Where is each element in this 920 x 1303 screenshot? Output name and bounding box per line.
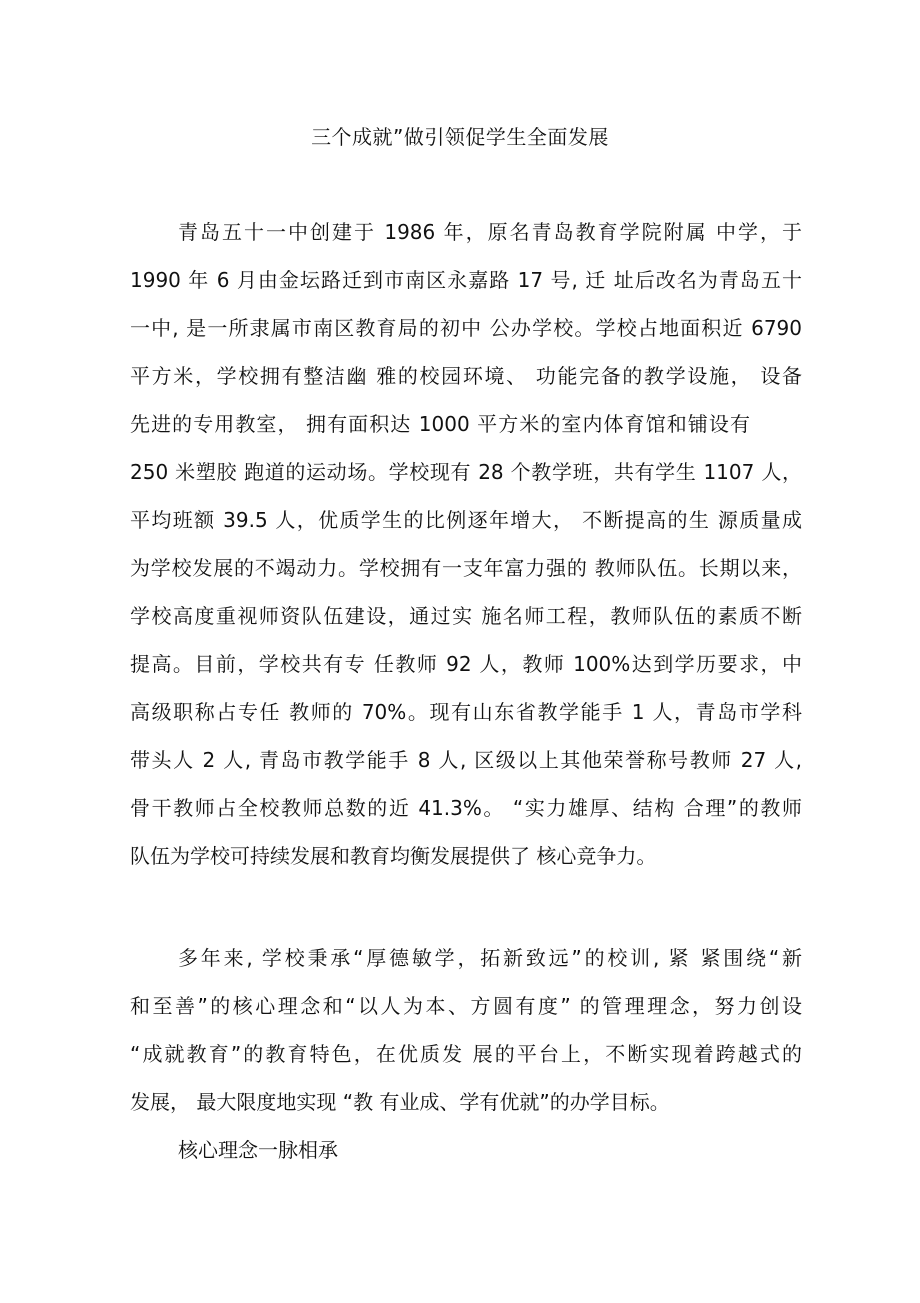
paragraph-line: 发展， 最大限度地实现 “教 有业成、学有优就”的办学目标。	[130, 1090, 670, 1114]
document-title: 三个成就”做引领促学生全面发展	[311, 125, 609, 149]
paragraph-line: 平方米，学校拥有整洁幽 雅的校园环境、 功能完备的教学设施， 设备	[130, 364, 802, 388]
paragraph-line: 骨干教师占全校教师总数的近 41.3%。 “实力雄厚、结构 合理”的教师	[130, 796, 802, 820]
paragraph-line: “成就教育”的教育特色，在优质发 展的平台上，不断实现着跨越式的	[130, 1042, 802, 1066]
paragraph-line: 多年来, 学校秉承“厚德敏学，拓新致远”的校训, 紧 紧围绕“新	[178, 946, 802, 970]
paragraph-line: 为学校发展的不竭动力。学校拥有一支年富力强的 教师队伍。长期以来，	[130, 556, 802, 580]
paragraph-line: 和至善”的核心理念和“以人为本、方圆有度” 的管理理念，努力创设	[130, 994, 802, 1018]
paragraph-line: 高级职称占专任 教师的 70%。现有山东省教学能手 1 人，青岛市学科	[130, 700, 802, 724]
paragraph-line: 青岛五十一中创建于 1986 年，原名青岛教育学院附属 中学，于	[178, 220, 802, 244]
paragraph-line: 学校高度重视师资队伍建设，通过实 施名师工程，教师队伍的素质不断	[130, 604, 802, 628]
paragraph-line: 带头人 2 人, 青岛市教学能手 8 人, 区级以上其他荣誉称号教师 27 人,	[130, 748, 802, 772]
paragraph-line: 提高。目前，学校共有专 任教师 92 人，教师 100%达到学历要求，中	[130, 652, 802, 676]
paragraph-line: 一中, 是一所隶属市南区教育局的初中 公办学校。学校占地面积近 6790	[130, 316, 802, 340]
section-heading: 核心理念一脉相承	[178, 1138, 338, 1162]
paragraph-line: 1990 年 6 月由金坛路迁到市南区永嘉路 17 号, 迁 址后改名为青岛五十	[130, 268, 802, 292]
paragraph-line: 250 米塑胶 跑道的运动场。学校现有 28 个教学班，共有学生 1107 人，	[130, 460, 802, 484]
paragraph-line: 队伍为学校可持续发展和教育均衡发展提供了 核心竞争力。	[130, 844, 657, 868]
paragraph-line: 先进的专用教室， 拥有面积达 1000 平方米的室内体育馆和铺设有	[130, 412, 750, 436]
paragraph-line: 平均班额 39.5 人，优质学生的比例逐年增大， 不断提高的生 源质量成	[130, 508, 802, 532]
